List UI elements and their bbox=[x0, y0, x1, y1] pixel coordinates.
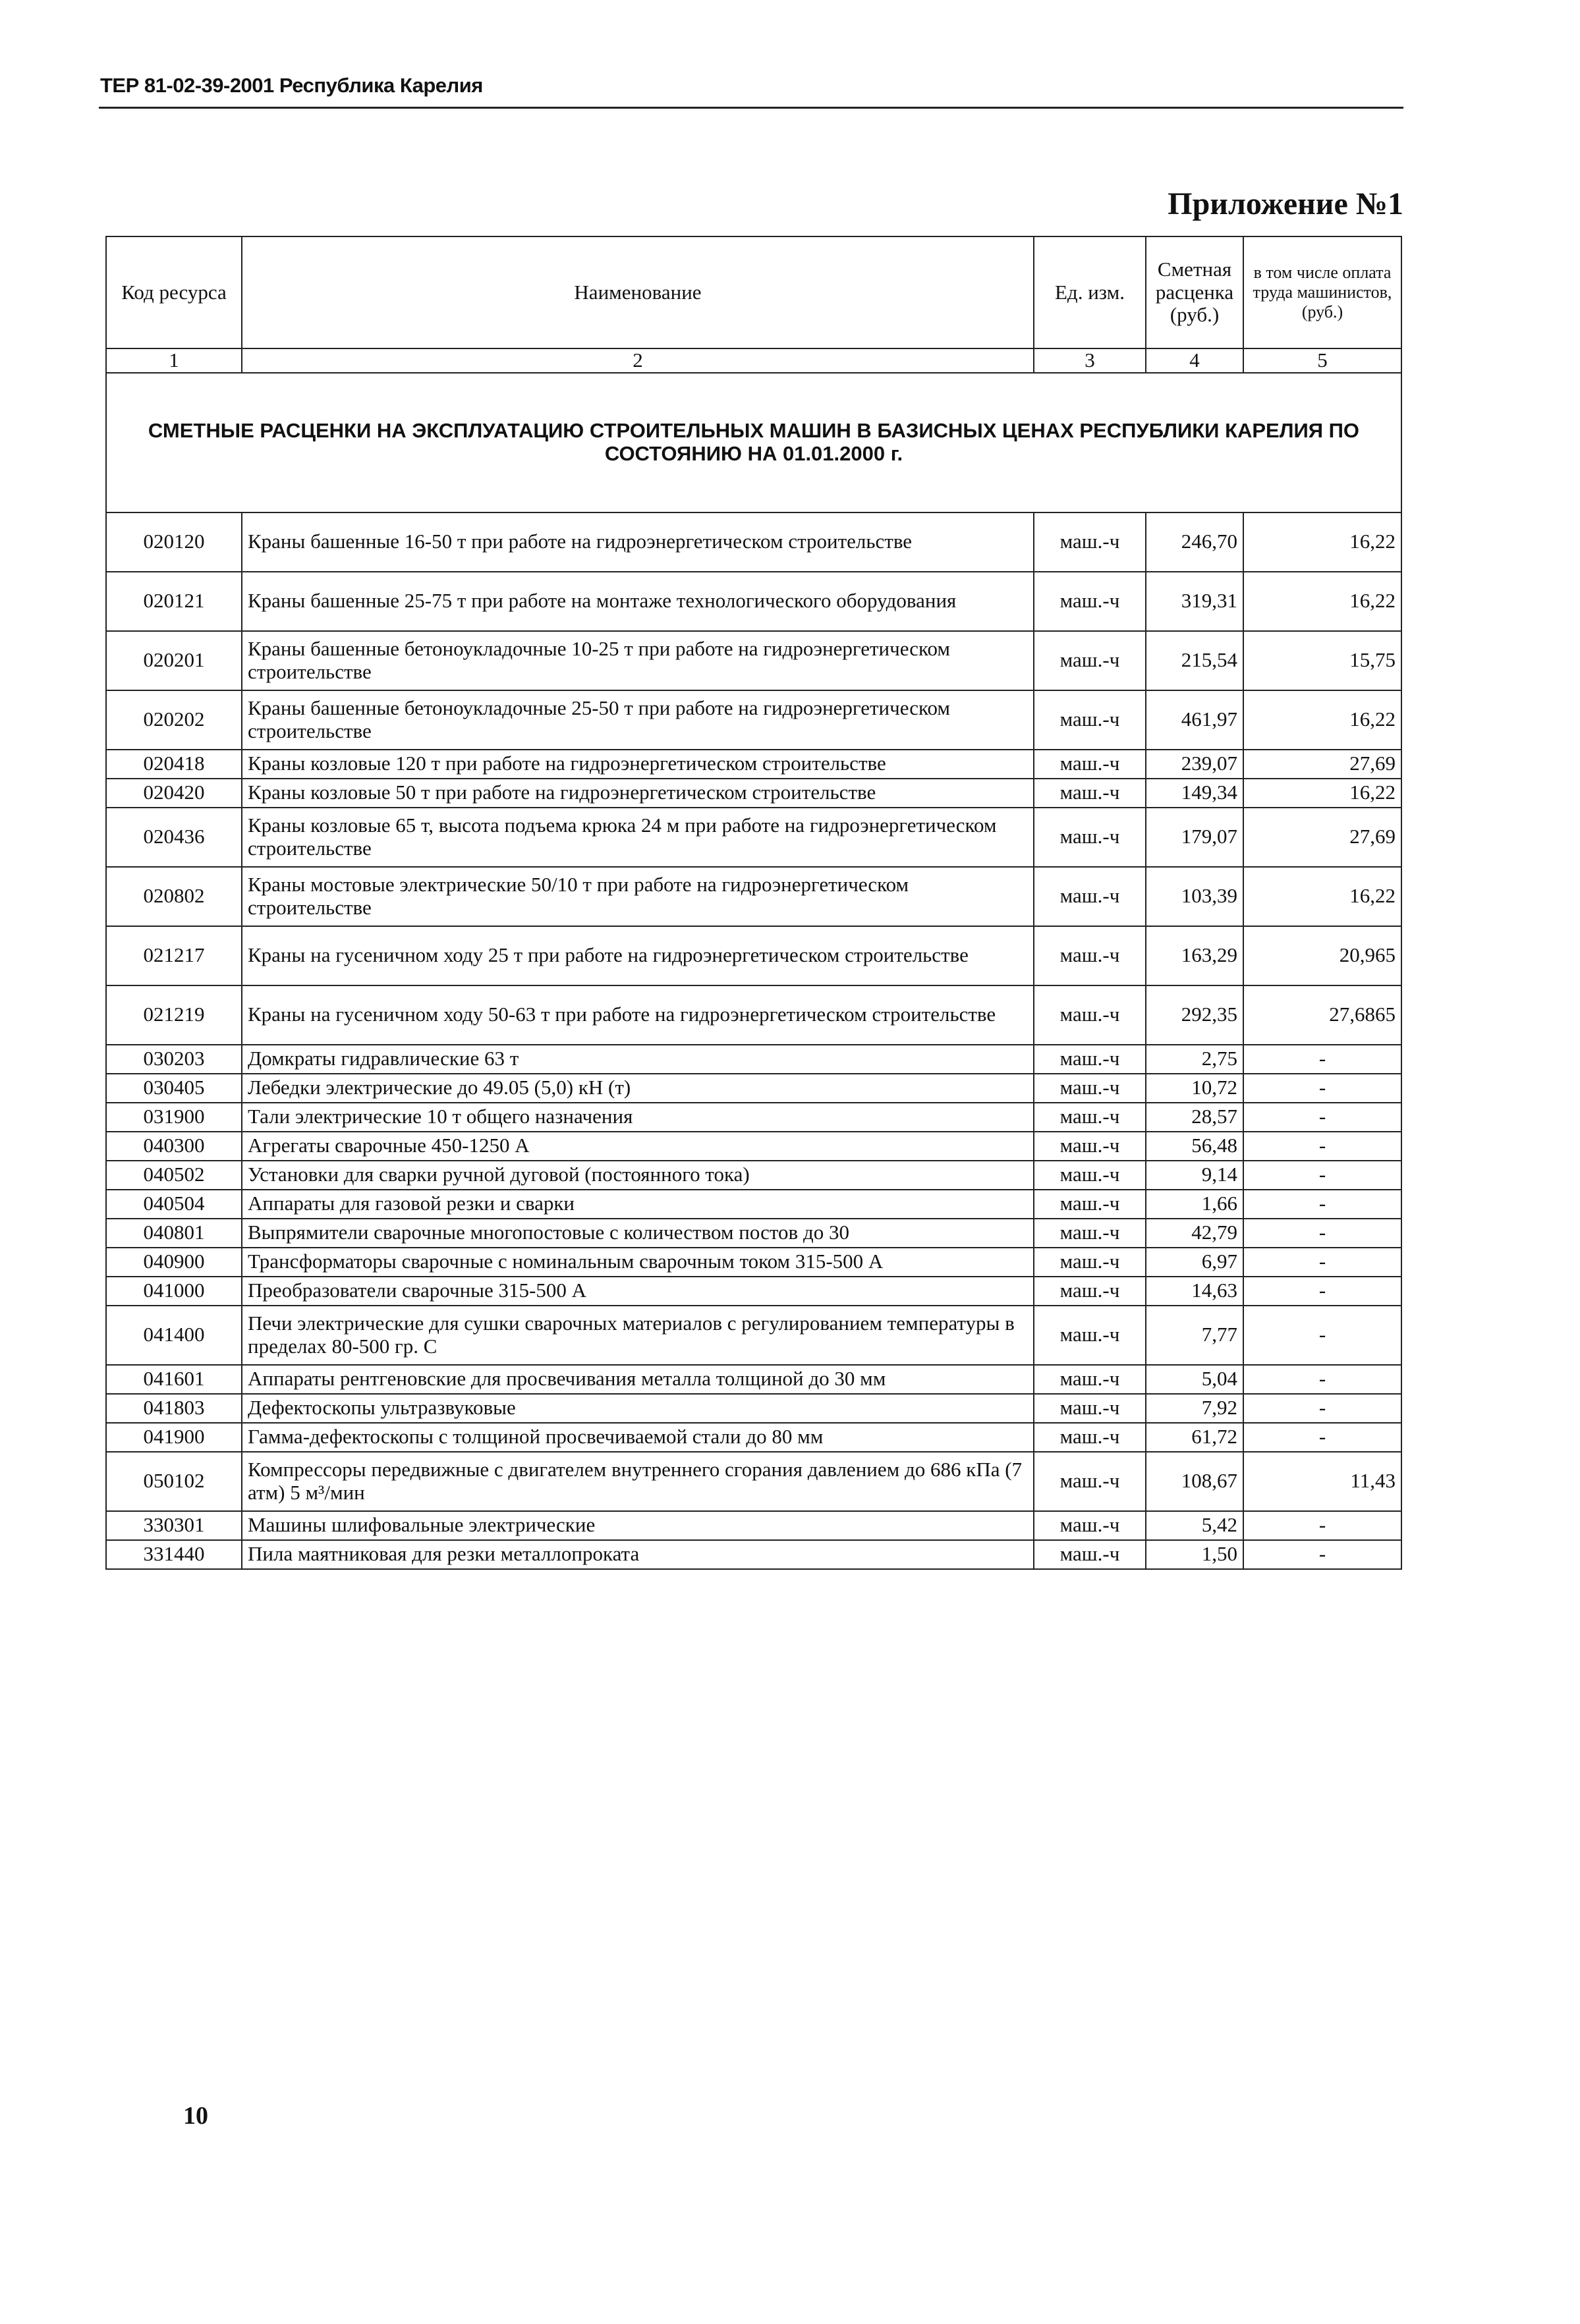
table-row bbox=[106, 1132, 1401, 1161]
row-labor: - bbox=[1243, 1161, 1401, 1190]
header-code: Код ресурса bbox=[106, 236, 242, 348]
table-row bbox=[106, 1306, 1401, 1365]
column-number: 5 bbox=[1243, 348, 1401, 373]
row-unit: маш.-ч bbox=[1034, 1423, 1146, 1452]
header-rule bbox=[99, 107, 1403, 109]
row-labor: - bbox=[1243, 1045, 1401, 1074]
row-labor: - bbox=[1243, 1074, 1401, 1103]
row-labor: 16,22 bbox=[1243, 779, 1401, 808]
row-name: Краны на гусеничном ходу 25 т при работе на гидроэнергетическом строительстве bbox=[242, 926, 1034, 985]
column-number: 3 bbox=[1034, 348, 1146, 373]
row-name: Краны башенные бетоноукладочные 10-25 т при работе на гидроэнергетическом строительстве bbox=[242, 631, 1034, 690]
row-price: 7,77 bbox=[1146, 1306, 1243, 1365]
row-code: 040300 bbox=[106, 1132, 242, 1161]
row-labor: - bbox=[1243, 1248, 1401, 1277]
row-labor: 16,22 bbox=[1243, 867, 1401, 926]
table-row bbox=[106, 572, 1401, 631]
row-labor: - bbox=[1243, 1306, 1401, 1365]
row-price: 461,97 bbox=[1146, 690, 1243, 750]
header-name: Наименование bbox=[242, 236, 1034, 348]
row-price: 179,07 bbox=[1146, 808, 1243, 867]
row-labor: - bbox=[1243, 1511, 1401, 1540]
row-name: Краны башенные 16-50 т при работе на гидроэнергетическом строительстве bbox=[242, 512, 1034, 572]
column-number: 2 bbox=[242, 348, 1034, 373]
row-unit: маш.-ч bbox=[1034, 926, 1146, 985]
table-row bbox=[106, 1219, 1401, 1248]
table-row bbox=[106, 1365, 1401, 1394]
row-code: 040801 bbox=[106, 1219, 242, 1248]
table-row bbox=[106, 1248, 1401, 1277]
row-labor: 11,43 bbox=[1243, 1452, 1401, 1511]
header-unit: Ед. изм. bbox=[1034, 236, 1146, 348]
row-unit: маш.-ч bbox=[1034, 631, 1146, 690]
row-name: Краны козловые 50 т при работе на гидроэнергетическом строительстве bbox=[242, 779, 1034, 808]
table-row bbox=[106, 690, 1401, 750]
table-row bbox=[106, 1161, 1401, 1190]
row-unit: маш.-ч bbox=[1034, 985, 1146, 1045]
row-price: 5,04 bbox=[1146, 1365, 1243, 1394]
column-number: 1 bbox=[106, 348, 242, 373]
table-row bbox=[106, 1540, 1401, 1569]
row-name: Краны на гусеничном ходу 50-63 т при работе на гидроэнергетическом строительстве bbox=[242, 985, 1034, 1045]
row-price: 28,57 bbox=[1146, 1103, 1243, 1132]
row-code: 031900 bbox=[106, 1103, 242, 1132]
row-labor: 15,75 bbox=[1243, 631, 1401, 690]
row-name: Печи электрические для сушки сварочных материалов с регулированием температуры в пределах 80-500 гр. С bbox=[242, 1306, 1034, 1365]
row-code: 021219 bbox=[106, 985, 242, 1045]
table-row bbox=[106, 512, 1401, 572]
row-name: Краны козловые 120 т при работе на гидроэнергетическом строительстве bbox=[242, 750, 1034, 779]
row-labor: 27,69 bbox=[1243, 750, 1401, 779]
column-number: 4 bbox=[1146, 348, 1243, 373]
row-price: 319,31 bbox=[1146, 572, 1243, 631]
row-price: 10,72 bbox=[1146, 1074, 1243, 1103]
row-labor: 16,22 bbox=[1243, 512, 1401, 572]
row-name: Машины шлифовальные электрические bbox=[242, 1511, 1034, 1540]
row-price: 163,29 bbox=[1146, 926, 1243, 985]
row-code: 030405 bbox=[106, 1074, 242, 1103]
row-code: 040900 bbox=[106, 1248, 242, 1277]
row-price: 42,79 bbox=[1146, 1219, 1243, 1248]
row-name: Дефектоскопы ультразвуковые bbox=[242, 1394, 1034, 1423]
row-price: 2,75 bbox=[1146, 1045, 1243, 1074]
section-title-row bbox=[106, 373, 1401, 512]
row-price: 14,63 bbox=[1146, 1277, 1243, 1306]
row-name: Компрессоры передвижные с двигателем внутреннего сгорания давлением до 686 кПа (7 атм) 5 м³/мин bbox=[242, 1452, 1034, 1511]
row-price: 61,72 bbox=[1146, 1423, 1243, 1452]
row-name: Тали электрические 10 т общего назначения bbox=[242, 1103, 1034, 1132]
row-code: 040504 bbox=[106, 1190, 242, 1219]
row-labor: 16,22 bbox=[1243, 572, 1401, 631]
row-name: Домкраты гидравлические 63 т bbox=[242, 1045, 1034, 1074]
row-unit: маш.-ч bbox=[1034, 1219, 1146, 1248]
appendix-title: Приложение №1 bbox=[1168, 186, 1403, 221]
row-unit: маш.-ч bbox=[1034, 867, 1146, 926]
row-unit: маш.-ч bbox=[1034, 1365, 1146, 1394]
row-labor: - bbox=[1243, 1219, 1401, 1248]
rates-table bbox=[105, 236, 1402, 1570]
row-name: Аппараты для газовой резки и сварки bbox=[242, 1190, 1034, 1219]
row-code: 050102 bbox=[106, 1452, 242, 1511]
row-unit: маш.-ч bbox=[1034, 808, 1146, 867]
section-title: СМЕТНЫЕ РАСЦЕНКИ НА ЭКСПЛУАТАЦИЮ СТРОИТЕЛЬНЫХ МАШИН В БАЗИСНЫХ ЦЕНАХ РЕСПУБЛИКИ КАРЕЛИЯ ПО СОСТОЯНИЮ НА 01.01.2000 г. bbox=[106, 373, 1401, 512]
row-code: 331440 bbox=[106, 1540, 242, 1569]
table-row bbox=[106, 750, 1401, 779]
row-price: 1,66 bbox=[1146, 1190, 1243, 1219]
row-name: Краны башенные 25-75 т при работе на монтаже технологического оборудования bbox=[242, 572, 1034, 631]
row-name: Преобразователи сварочные 315-500 А bbox=[242, 1277, 1034, 1306]
row-price: 9,14 bbox=[1146, 1161, 1243, 1190]
table-row bbox=[106, 1277, 1401, 1306]
row-labor: 27,6865 bbox=[1243, 985, 1401, 1045]
table-row bbox=[106, 1103, 1401, 1132]
table-row bbox=[106, 985, 1401, 1045]
row-unit: маш.-ч bbox=[1034, 1511, 1146, 1540]
page-number: 10 bbox=[183, 2102, 208, 2130]
document-header: ТЕР 81-02-39-2001 Республика Карелия bbox=[100, 74, 483, 97]
row-name: Выпрямители сварочные многопостовые с количеством постов до 30 bbox=[242, 1219, 1034, 1248]
table-row bbox=[106, 926, 1401, 985]
row-code: 020120 bbox=[106, 512, 242, 572]
row-name: Агрегаты сварочные 450-1250 А bbox=[242, 1132, 1034, 1161]
row-price: 5,42 bbox=[1146, 1511, 1243, 1540]
row-labor: - bbox=[1243, 1132, 1401, 1161]
row-unit: маш.-ч bbox=[1034, 1132, 1146, 1161]
row-unit: маш.-ч bbox=[1034, 1277, 1146, 1306]
table-row bbox=[106, 1074, 1401, 1103]
table-row bbox=[106, 867, 1401, 926]
row-code: 330301 bbox=[106, 1511, 242, 1540]
row-name: Аппараты рентгеновские для просвечивания металла толщиной до 30 мм bbox=[242, 1365, 1034, 1394]
table-row bbox=[106, 808, 1401, 867]
row-price: 1,50 bbox=[1146, 1540, 1243, 1569]
row-code: 041000 bbox=[106, 1277, 242, 1306]
row-code: 020802 bbox=[106, 867, 242, 926]
row-price: 239,07 bbox=[1146, 750, 1243, 779]
row-name: Краны мостовые электрические 50/10 т при работе на гидроэнергетическом строительстве bbox=[242, 867, 1034, 926]
row-code: 040502 bbox=[106, 1161, 242, 1190]
row-code: 020420 bbox=[106, 779, 242, 808]
row-name: Пила маятниковая для резки металлопроката bbox=[242, 1540, 1034, 1569]
row-unit: маш.-ч bbox=[1034, 1306, 1146, 1365]
row-name: Установки для сварки ручной дуговой (постоянного тока) bbox=[242, 1161, 1034, 1190]
row-labor: - bbox=[1243, 1540, 1401, 1569]
table-row bbox=[106, 1452, 1401, 1511]
row-code: 021217 bbox=[106, 926, 242, 985]
row-name: Трансформаторы сварочные с номинальным сварочным током 315-500 А bbox=[242, 1248, 1034, 1277]
row-price: 246,70 bbox=[1146, 512, 1243, 572]
row-labor: 16,22 bbox=[1243, 690, 1401, 750]
row-unit: маш.-ч bbox=[1034, 1161, 1146, 1190]
table-row bbox=[106, 1511, 1401, 1540]
row-unit: маш.-ч bbox=[1034, 779, 1146, 808]
row-price: 7,92 bbox=[1146, 1394, 1243, 1423]
header-row bbox=[106, 236, 1401, 348]
row-name: Лебедки электрические до 49.05 (5,0) кН (т) bbox=[242, 1074, 1034, 1103]
row-unit: маш.-ч bbox=[1034, 1394, 1146, 1423]
row-code: 020436 bbox=[106, 808, 242, 867]
row-labor: - bbox=[1243, 1277, 1401, 1306]
row-labor: - bbox=[1243, 1423, 1401, 1452]
row-code: 041400 bbox=[106, 1306, 242, 1365]
row-name: Краны козловые 65 т, высота подъема крюка 24 м при работе на гидроэнергетическом строительстве bbox=[242, 808, 1034, 867]
row-price: 56,48 bbox=[1146, 1132, 1243, 1161]
row-code: 020121 bbox=[106, 572, 242, 631]
row-code: 041803 bbox=[106, 1394, 242, 1423]
row-code: 041601 bbox=[106, 1365, 242, 1394]
row-code: 020201 bbox=[106, 631, 242, 690]
row-price: 108,67 bbox=[1146, 1452, 1243, 1511]
row-unit: маш.-ч bbox=[1034, 690, 1146, 750]
row-code: 020202 bbox=[106, 690, 242, 750]
table-row bbox=[106, 1423, 1401, 1452]
header-labor: в том числе оплата труда машинистов, (руб.) bbox=[1243, 236, 1401, 348]
column-numbers-row bbox=[106, 348, 1401, 373]
header-price: Сметная расценка (руб.) bbox=[1146, 236, 1243, 348]
row-unit: маш.-ч bbox=[1034, 1103, 1146, 1132]
row-name: Краны башенные бетоноукладочные 25-50 т при работе на гидроэнергетическом строительстве bbox=[242, 690, 1034, 750]
row-price: 215,54 bbox=[1146, 631, 1243, 690]
row-unit: маш.-ч bbox=[1034, 1248, 1146, 1277]
table-row bbox=[106, 1190, 1401, 1219]
row-name: Гамма-дефектоскопы с толщиной просвечиваемой стали до 80 мм bbox=[242, 1423, 1034, 1452]
row-price: 292,35 bbox=[1146, 985, 1243, 1045]
row-unit: маш.-ч bbox=[1034, 1190, 1146, 1219]
row-price: 6,97 bbox=[1146, 1248, 1243, 1277]
row-unit: маш.-ч bbox=[1034, 512, 1146, 572]
row-code: 030203 bbox=[106, 1045, 242, 1074]
row-code: 020418 bbox=[106, 750, 242, 779]
row-unit: маш.-ч bbox=[1034, 1045, 1146, 1074]
table-row bbox=[106, 1045, 1401, 1074]
row-price: 103,39 bbox=[1146, 867, 1243, 926]
row-labor: - bbox=[1243, 1394, 1401, 1423]
table-row bbox=[106, 779, 1401, 808]
row-labor: 27,69 bbox=[1243, 808, 1401, 867]
table-row bbox=[106, 631, 1401, 690]
row-unit: маш.-ч bbox=[1034, 1540, 1146, 1569]
row-unit: маш.-ч bbox=[1034, 572, 1146, 631]
row-code: 041900 bbox=[106, 1423, 242, 1452]
row-price: 149,34 bbox=[1146, 779, 1243, 808]
row-labor: - bbox=[1243, 1190, 1401, 1219]
row-unit: маш.-ч bbox=[1034, 1074, 1146, 1103]
table-row bbox=[106, 1394, 1401, 1423]
row-unit: маш.-ч bbox=[1034, 750, 1146, 779]
row-labor: - bbox=[1243, 1365, 1401, 1394]
row-unit: маш.-ч bbox=[1034, 1452, 1146, 1511]
row-labor: - bbox=[1243, 1103, 1401, 1132]
row-labor: 20,965 bbox=[1243, 926, 1401, 985]
